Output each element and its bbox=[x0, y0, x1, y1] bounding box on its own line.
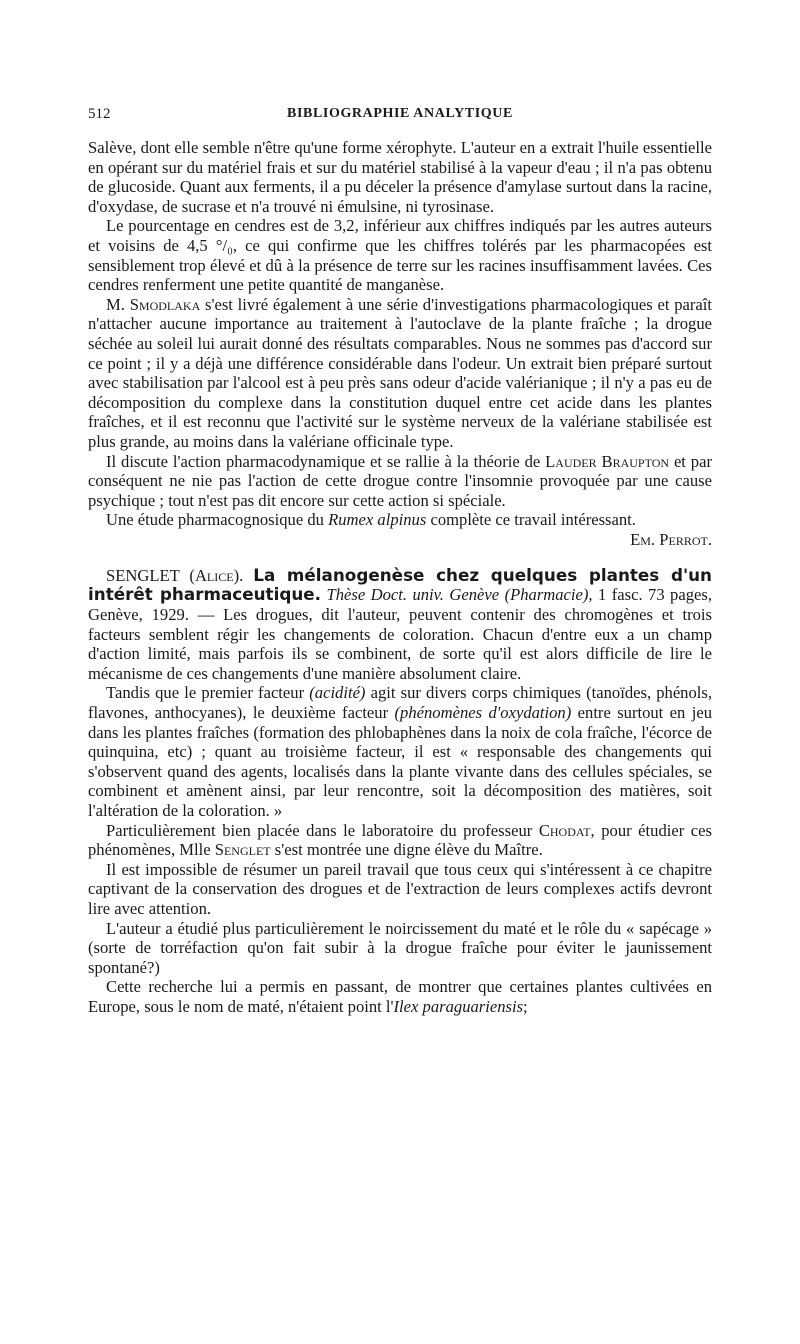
italic-species: Ilex paraguariensis bbox=[393, 996, 524, 1016]
text-span: 1 fasc. 73 pages, Genève, 1929. — Les drogues, dit l'auteur, peuvent contenir des chromogènes et trois facteurs semblent régir les changements de coloration. Chacun d'entre eux a un champ d'action limité, mais parfois ils se combinent, de sorte qu'il est alors difficile de lire le mécanisme de ces changements d'une manière absolument claire. bbox=[88, 585, 712, 683]
entry-heading bbox=[88, 566, 712, 684]
page-body bbox=[88, 138, 712, 1017]
paragraph: Salève, dont elle semble n'être qu'une forme xérophyte. L'auteur en a extrait l'huile essentielle en opérant sur du matériel frais et sur du matériel stabilisé à la vapeur d'eau ; il n'a pas obtenu de glucoside. Quant aux ferments, il a pu déceler la présence d'amylase surtout dans la racine, d'oxydase, de sucrase et n'a trouvé ni émulsine, ni tyrosinase. bbox=[88, 138, 712, 216]
text-span: M. bbox=[106, 294, 125, 314]
italic-species: Rumex alpinus bbox=[328, 510, 427, 530]
paragraph bbox=[88, 821, 712, 860]
thesis-label: Thèse Doct. univ. Genève bbox=[326, 585, 500, 605]
paragraph bbox=[88, 295, 712, 452]
text-span: Cette recherche lui a permis en passant, de montrer que certaines plantes cultivées en Europe, sous le nom de maté, n'étaient point l' bbox=[88, 977, 712, 1016]
author-name-smallcaps: Senglet bbox=[214, 840, 271, 860]
italic-term: (phénomènes d'oxydation) bbox=[394, 703, 572, 723]
paragraph bbox=[88, 452, 712, 511]
text-span: Tandis que le premier facteur bbox=[106, 683, 305, 703]
page-number: 512 bbox=[88, 106, 111, 122]
signature: Em. Perrot. bbox=[630, 529, 712, 549]
work-title: La mélanogenèse chez quelques plantes d'un intérêt pharmaceutique. bbox=[88, 564, 712, 605]
paragraph: L'auteur a étudié plus particulièrement le noircissement du maté et le rôle du « sapécage » (sorte de torréfaction qu'on fait subir à la drogue fraîche pour éviter le jaunissement spontané?) bbox=[88, 918, 712, 977]
running-title: BIBLIOGRAPHIE ANALYTIQUE bbox=[287, 106, 513, 121]
text-span: ; bbox=[523, 996, 528, 1016]
text-span: pour étudier ces phénomènes, Mlle bbox=[88, 820, 712, 860]
text-span: Une étude pharmacognosique du bbox=[106, 510, 324, 530]
paragraph bbox=[88, 683, 712, 820]
paragraph bbox=[88, 977, 712, 1016]
review-entry bbox=[88, 566, 712, 1017]
paragraph bbox=[88, 510, 712, 549]
italic-term: (acidité) bbox=[309, 683, 366, 703]
text-span: et par conséquent ne nie pas l'action de cette drogue contre l'insomnie provoquée par une cause psychique ; tout n'est pas dit encore sur cette action si spéciale. bbox=[88, 451, 712, 510]
text-span: Il discute l'action pharmacodynamique et se rallie à la théorie de bbox=[106, 451, 541, 471]
text-span: Particulièrement bien placée dans le laboratoire du professeur bbox=[106, 820, 533, 840]
text-span: s'est montrée une digne élève du Maître. bbox=[274, 840, 543, 860]
paragraph: Il est impossible de résumer un pareil travail que tous ceux qui s'intéressent à ce chapitre captivant de la conservation des drogues et de l'extraction de leurs complexes actifs devront lire avec attention. bbox=[88, 859, 712, 918]
review-continued bbox=[88, 138, 712, 549]
author-name-smallcaps: Smodlaka bbox=[129, 294, 201, 314]
author-firstname: (Alice). bbox=[189, 565, 244, 585]
author-surname: SENGLET bbox=[106, 565, 180, 585]
text-span: s'est livré également à une série d'investigations pharmacologiques et paraît n'attacher aucune importance au traitement à l'autoclave de la plante fraîche ; la drogue séchée au soleil lui aurait donné des résultats comparables. Nous ne sommes pas d'accord sur ce point ; il y a déjà une différence considérable dans l'odeur. Un extrait bien préparé surtout avec stabilisation par l'alcool est à peu près sans odeur d'acide valérianique ; il n'y a pas eu de décomposition du complexe dans la constitution duquel entre cet acide dans les plantes fraîches, et il est reconnu que l'activité sur le système nerveux de la valériane stabilisée est plus grande, au moins dans la valériane officinale type. bbox=[88, 294, 712, 451]
page-header bbox=[88, 106, 712, 126]
text-span: complète ce travail intéressant. bbox=[430, 510, 636, 530]
text-span: agit sur divers corps chimiques (tanoïdes, phénols, flavones, anthocyanes), le deuxième facteur bbox=[88, 683, 712, 723]
author-name-smallcaps: Lauder Braupton bbox=[545, 451, 670, 471]
paragraph: Le pourcentage en cendres est de 3,2, inférieur aux chiffres indiqués par les autres auteurs et voisins de 4,5 °/₀, ce qui confirme que les chiffres tolérés par les pharmacopées est sensiblement trop élevé et dû à la présence de terre sur les racines insuffisamment lavées. Ces cendres renferment une petite quantité de manganèse. bbox=[88, 216, 712, 295]
text-span: entre surtout en jeu dans les plantes fraîches (formation des phlobaphènes dans la noix de cola fraîche, l'écorce de quinquina, etc) ; quant au troisième facteur, il est « responsable des changements qui s'observent quand des agents, localisés dans la plante vivante dans des cellules spéciales, se combinent et amènent ainsi, par leur rencontre, soit la décomposition des matières, soit l'altération de la coloration. » bbox=[88, 703, 712, 820]
author-name-smallcaps: Chodat, bbox=[538, 820, 595, 840]
faculty-label: (Pharmacie), bbox=[504, 585, 593, 605]
